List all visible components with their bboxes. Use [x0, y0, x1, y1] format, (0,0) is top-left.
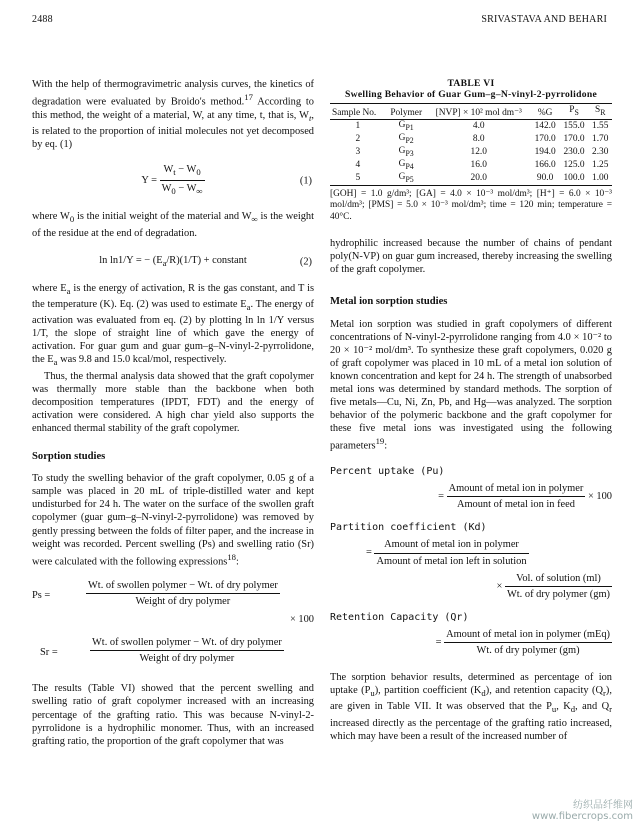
equation-1: Y = $\frac{W_t - W_0}{W_0 - W_\infty}$ (1)	[141, 164, 312, 197]
table-header: [NVP] × 10² mol dm⁻³	[435, 107, 522, 118]
paragraph-activation-energy: where $E_a$ is the energy of activation, R is the gas constant, and T is the temperature (K). Eq. (2) was used to estimate $E_a$. The energy of activation was evaluated from eq. (2) by plotting ln ln 1/Y versus 1/T, the slope of straight line of which gave the energy of activation. For guar gum and guar gum–g–N-vinyl-2-pyrrolidone, the $E_a$ was 9.8 and 15.0 kcal/mol, respectively.	[32, 282, 314, 368]
table-header: Polymer	[390, 107, 423, 118]
equation-sr: Sr = Wt. of swollen polymer − Wt. of dry polymer Weight of dry polymer	[40, 637, 282, 665]
swelling-table	[330, 103, 612, 186]
paragraph-broido: With the help of thermogravimetric analysis curves, the kinetics of degradation were evaluated by Broido's method.$^{17}$ According to this method, the weight of a material, W, at any time, t, that is, $W_t$, is related to the proportion of initial molecules not yet decomposed by eq. (1)	[32, 79, 314, 150]
label-partition-coefficient: Partition coefficient (Kd)	[330, 522, 487, 534]
table-header: $P_S$	[569, 105, 579, 117]
equation-qr: = $\frac{\text{Amount of metal ion in polymer (mEq)}}{\text{Wt. of dry polymer (gm)}}$	[435, 628, 610, 656]
table-row: 1 $G_{P1}$ 4.0 142.0 155.0 1.55	[355, 120, 609, 133]
equation-kd: = $\frac{\text{Amount of metal ion in polymer}}{\text{Amount of metal ion left in solution}}$	[366, 539, 527, 567]
left-column	[32, 78, 314, 748]
table-title: Swelling Behavior of Guar Gum–g–N-vinyl-2-pyrrolidone	[344, 89, 598, 100]
table-header: $S_R$	[595, 105, 606, 117]
table-footnote: [GOH] = 1.0 g/dm³; [GA] = 4.0 × 10⁻³ mol/dm³; [H⁺] = 6.0 × 10⁻³ mol/dm³; [PMS] = 5.0 × 10⁻³ mol/dm³; time = 120 min; temperature = 40°C.	[330, 188, 612, 222]
equation-kd-volume: × $\frac{\text{Vol. of solution (ml)}}{\text{Wt. of dry polymer (gm)}}$	[496, 572, 610, 600]
equation-2: ln ln1/Y = − $(E_a/R)(1/T)$ + constant (2)	[99, 254, 312, 268]
table-row: 2 $G_{P2}$ 8.0 170.0 170.0 1.70	[355, 133, 609, 146]
equation-ps: Ps = Wt. of swollen polymer − Wt. of dry polymer Weight of dry polymer	[32, 580, 278, 608]
section-heading-metal-ion: Metal ion sorption studies	[330, 295, 448, 307]
table-row: 4 $G_{P4}$ 16.0 166.0 125.0 1.25	[355, 159, 609, 171]
section-heading-sorption: Sorption studies	[32, 451, 106, 463]
paragraph-where-w0: where $W_0$ is the initial weight of the material and $W_\infty$ is the weight of the residue at the end of degradation.	[32, 211, 314, 239]
equation-ps-multiplier: × 100	[289, 614, 314, 626]
paragraph-sorption-results: The sorption behavior results, determined as percentage of ion uptake $(P_u)$, partition coefficient $(K_d)$, and retention capacity $(Q_r)$, are given in Table VII. It was observed that the $P_u$, $K_d$, and $Q_r$ increased directly as the percentage of the grafting ratio increased, which may have been a result of the increased number of	[330, 672, 612, 742]
equation-number: (2)	[299, 256, 312, 268]
label-percent-uptake: Percent uptake (Pu)	[330, 466, 445, 478]
page-number: 2488	[32, 14, 53, 25]
table-label: TABLE VI	[447, 78, 495, 89]
equation-number: (1)	[299, 175, 312, 187]
right-column	[330, 78, 612, 743]
paragraph-swelling-method: To study the swelling behavior of the graft copolymer, 0.05 g of a sample was placed in 20 mL of triple-distilled water and kept undisturbed for 24 h. The water on the surface of the swollen graft copolymer (guar gum–g–N-vinyl-2-pyrrolidone) was removed by gently pressing between the folds of filter paper, and the increase in weight was recorded. Percent swelling (Ps) and swelling ratio (Sr) were calculated with the following expressions$^{18}$:	[32, 473, 314, 568]
paragraph-hydrophilic: hydrophilic increased because the number of chains of pendant poly(N-VP) on guar gum increased, thereby increasing the swelling of the graft copolymer.	[330, 238, 612, 276]
paragraph-metal-ion-method: Metal ion sorption was studied in graft copolymers of different concentrations of N-vinyl-2-pyrrolidone ranging from 4.0 × 10⁻² to 20 × 10⁻² mol/dm³. To synthesize these graft copolymers, 0.020 g of graft copolymer was placed in 10 mL of a metal ion solution of known concentration and kept for 24 h. The strength of unabsorbed metal ions was determined by standard methods. The sorption of five metals—Cu, Ni, Zn, Pb, and Hg—was analyzed. The sorption behavior of the polymeric backbone and the graft copolymer for these five metal ions was investigated using the following parameters$^{19}$:	[330, 318, 612, 452]
label-retention-capacity: Retention Capacity (Qr)	[330, 611, 469, 623]
equation-pu: = $\frac{\text{Amount of metal ion in polymer}}{\text{Amount of metal ion in feed}}$ × 100	[438, 483, 612, 511]
table-row: 5 $G_{P5}$ 20.0 90.0 100.0 1.00	[355, 171, 609, 184]
paragraph-thermal-stability: Thus, the thermal analysis data showed that the graft copolymer was thermally more stable than the backbone when both decomposition temperatures (IPDT, FDT) and the energy of activation were considered. A high char yield also supports the enhanced thermal stability of the graft copolymer.	[32, 370, 314, 434]
table-vi	[330, 78, 612, 223]
paragraph-results-swelling: The results (Table VI) showed that the percent swelling and swelling ratio of graft copolymer increased with an increasing percentage of the grafting ratio. This was because N-vinyl-2-pyrrolidone is a hydrophilic monomer. Thus, with an increased grafting ratio, the proportion of the graft copolymer that was	[32, 683, 314, 747]
table-header: Sample No.	[332, 107, 377, 118]
running-title: SRIVASTAVA AND BEHARI	[481, 14, 607, 25]
watermark: 纺织品纤维网 www.fibercrops.com	[531, 800, 633, 822]
table-header: %G	[537, 107, 553, 118]
table-row: 3 $G_{P3}$ 12.0 194.0 230.0 2.30	[355, 146, 609, 158]
